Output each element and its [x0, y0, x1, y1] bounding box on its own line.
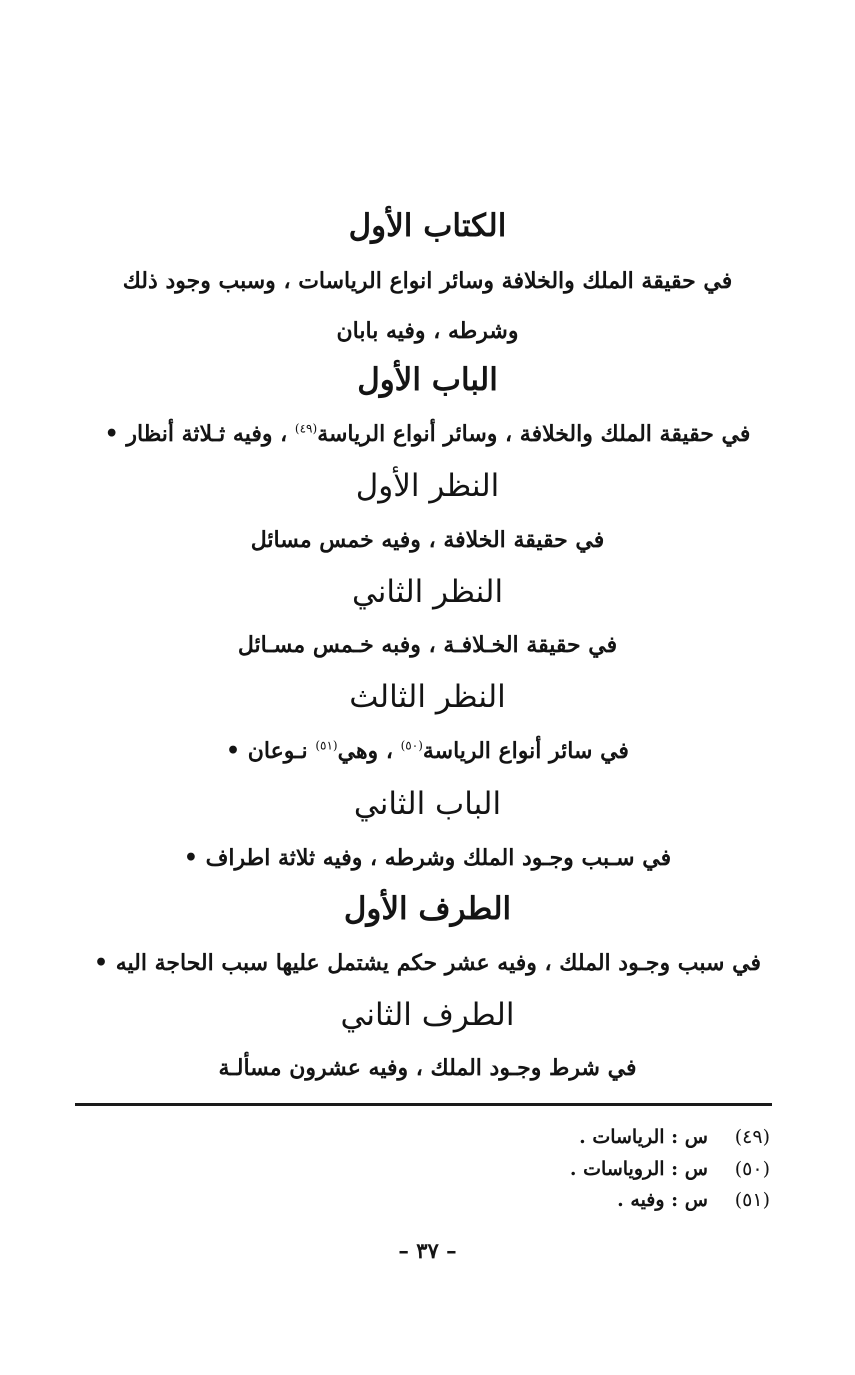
footnote-51 — [617, 1189, 770, 1211]
footnote-ref-49: (٤٩) — [294, 421, 318, 436]
chapter-2-description: في سـبب وجـود الملك وشرطه ، وفيه ثلاثة اطراف • — [183, 845, 672, 871]
taraf-2-title: الطرف الثاني — [340, 997, 515, 1033]
taraf-2-description: في شرط وجـود الملك ، وفيه عشرون مسألـة — [218, 1055, 637, 1081]
chapter-1-title: الباب الأول — [357, 362, 498, 398]
chapter-1-description — [0, 421, 855, 447]
nazar-1-title: النظر الأول — [355, 468, 500, 504]
nazar-3-desc-c: نـوعان • — [226, 738, 308, 764]
footnote-ref-51: (٥١) — [315, 738, 338, 753]
chapter-1-desc-text: في حقيقة الملك والخلافة ، وسائر أنواع الرياسة — [317, 421, 751, 447]
taraf-1-description: في سبب وجـود الملك ، وفيه عشر حكم يشتمل عليها سبب الحاجة اليه • — [93, 950, 761, 976]
book-subtitle-line-1: في حقيقة الملك والخلافة وسائر انواع الرياسات ، وسبب وجود ذلك — [122, 268, 733, 294]
footnote-number: (٤٩) — [734, 1126, 770, 1148]
footnote-text: س : الروياسات . — [569, 1158, 708, 1180]
footnote-ref-50: (٥٠) — [400, 738, 423, 753]
footnote-number: (٥١) — [734, 1189, 770, 1211]
nazar-1-description: في حقيقة الخلافة ، وفيه خمس مسائل — [250, 527, 605, 553]
book-subtitle-line-2: وشرطه ، وفيه بابان — [336, 318, 519, 344]
taraf-1-title: الطرف الأول — [343, 891, 512, 927]
footnote-50 — [570, 1158, 770, 1180]
footnote-divider — [75, 1103, 772, 1106]
chapter-1-desc-tail: ، وفيه ثـلاثة أنظار • — [104, 421, 288, 447]
footnote-text: س : الرياسات . — [579, 1126, 708, 1148]
chapter-2-title: الباب الثاني — [353, 786, 502, 822]
book-title: الكتاب الأول — [348, 208, 507, 244]
nazar-2-title: النظر الثاني — [351, 574, 504, 610]
footnote-text: س : وفيه . — [617, 1189, 708, 1211]
nazar-3-description — [0, 738, 855, 764]
nazar-3-title: النظر الثالث — [349, 679, 506, 715]
page-number: – ٣٧ – — [398, 1238, 457, 1263]
footnote-49 — [579, 1126, 770, 1148]
footnote-number: (٥٠) — [734, 1158, 770, 1180]
nazar-3-desc-b: ، وهي — [337, 738, 393, 764]
nazar-2-description: في حقيقة الخـلافـة ، وفبه خـمس مسـائل — [237, 632, 618, 658]
nazar-3-desc-a: في سائر أنواع الرياسة — [422, 738, 629, 764]
